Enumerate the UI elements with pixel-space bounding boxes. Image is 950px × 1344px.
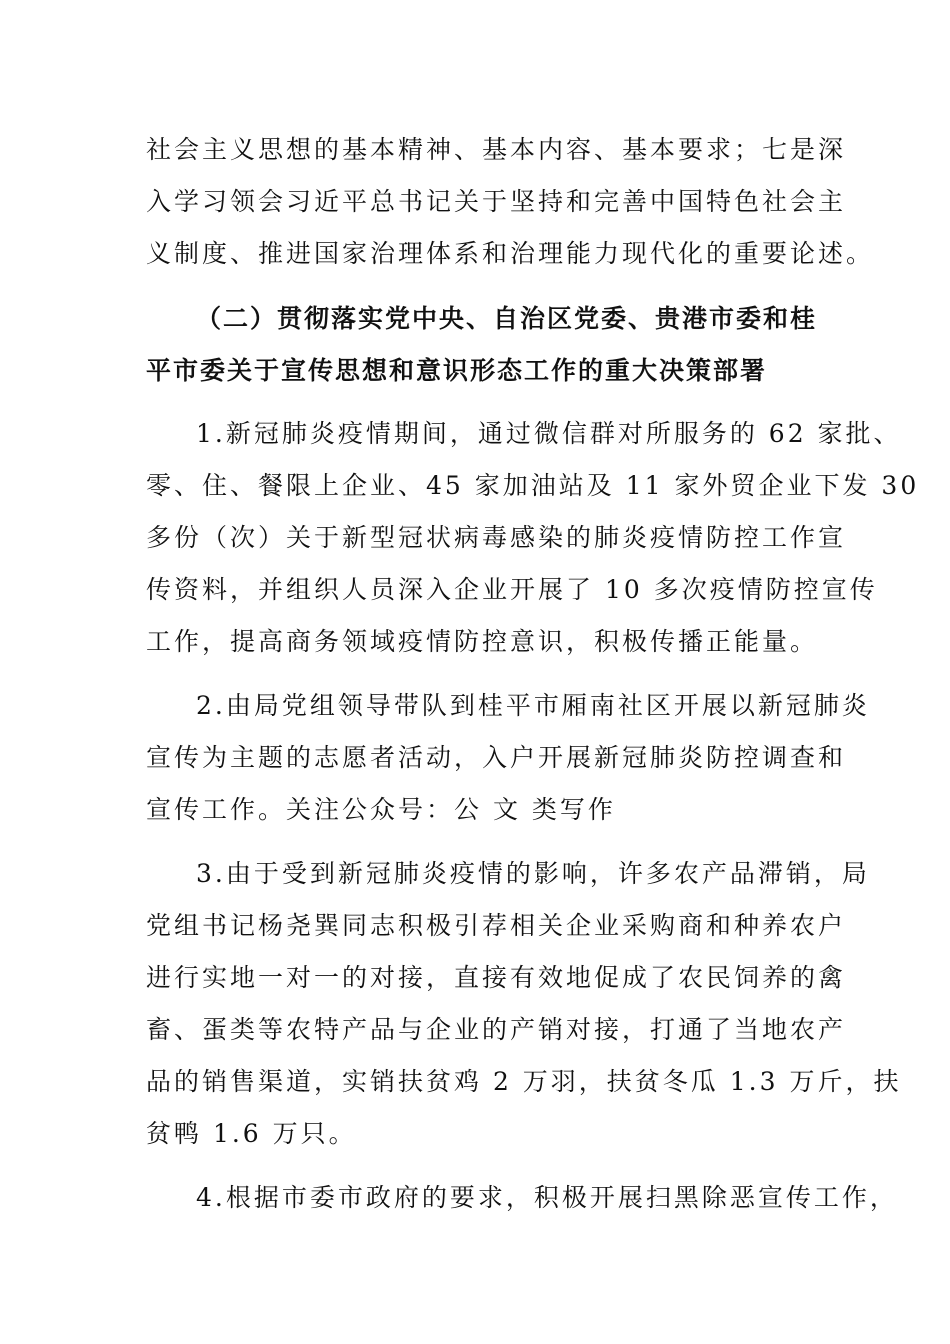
paragraph-line: 宣传工作。关注公众号：公 文 类写作 xyxy=(146,795,616,824)
paragraph-line: 多份（次）关于新型冠状病毒感染的肺炎疫情防控工作宣 xyxy=(146,523,847,552)
paragraph-line: 零、住、餐限上企业、45 家加油站及 11 家外贸企业下发 30 xyxy=(146,471,920,500)
paragraph-line: 宣传为主题的志愿者活动，入户开展新冠肺炎防控调查和 xyxy=(146,743,847,772)
section-heading-line: （二）贯彻落实党中央、自治区党委、贵港市委和桂 xyxy=(196,304,818,333)
paragraph-line: 4.根据市委市政府的要求，积极开展扫黑除恶宣传工作， xyxy=(196,1183,898,1212)
paragraph-line: 义制度、推进国家治理体系和治理能力现代化的重要论述。 xyxy=(146,239,875,268)
paragraph-line: 进行实地一对一的对接，直接有效地促成了农民饲养的禽 xyxy=(146,963,847,992)
section-heading-line: 平市委关于宣传思想和意识形态工作的重大决策部署 xyxy=(146,356,768,385)
paragraph-line: 1.新冠肺炎疫情期间，通过微信群对所服务的 62 家批、 xyxy=(196,419,902,448)
paragraph-line: 工作，提高商务领域疫情防控意识，积极传播正能量。 xyxy=(146,627,819,656)
paragraph-line: 畜、蛋类等农特产品与企业的产销对接，打通了当地农产 xyxy=(146,1015,847,1044)
paragraph-line: 2.由局党组领导带队到桂平市厢南社区开展以新冠肺炎 xyxy=(196,691,870,720)
paragraph-line: 贫鸭 1.6 万只。 xyxy=(146,1119,357,1148)
paragraph-line: 品的销售渠道，实销扶贫鸡 2 万羽，扶贫冬瓜 1.3 万斤，扶 xyxy=(146,1067,902,1096)
paragraph-line: 3.由于受到新冠肺炎疫情的影响，许多农产品滞销，局 xyxy=(196,859,870,888)
paragraph-line: 社会主义思想的基本精神、基本内容、基本要求；七是深 xyxy=(146,135,847,164)
paragraph-line: 传资料，并组织人员深入企业开展了 10 多次疫情防控宣传 xyxy=(146,575,878,604)
paragraph-line: 党组书记杨尧巽同志积极引荐相关企业采购商和种养农户 xyxy=(146,911,847,940)
paragraph-line: 入学习领会习近平总书记关于坚持和完善中国特色社会主 xyxy=(146,187,847,216)
